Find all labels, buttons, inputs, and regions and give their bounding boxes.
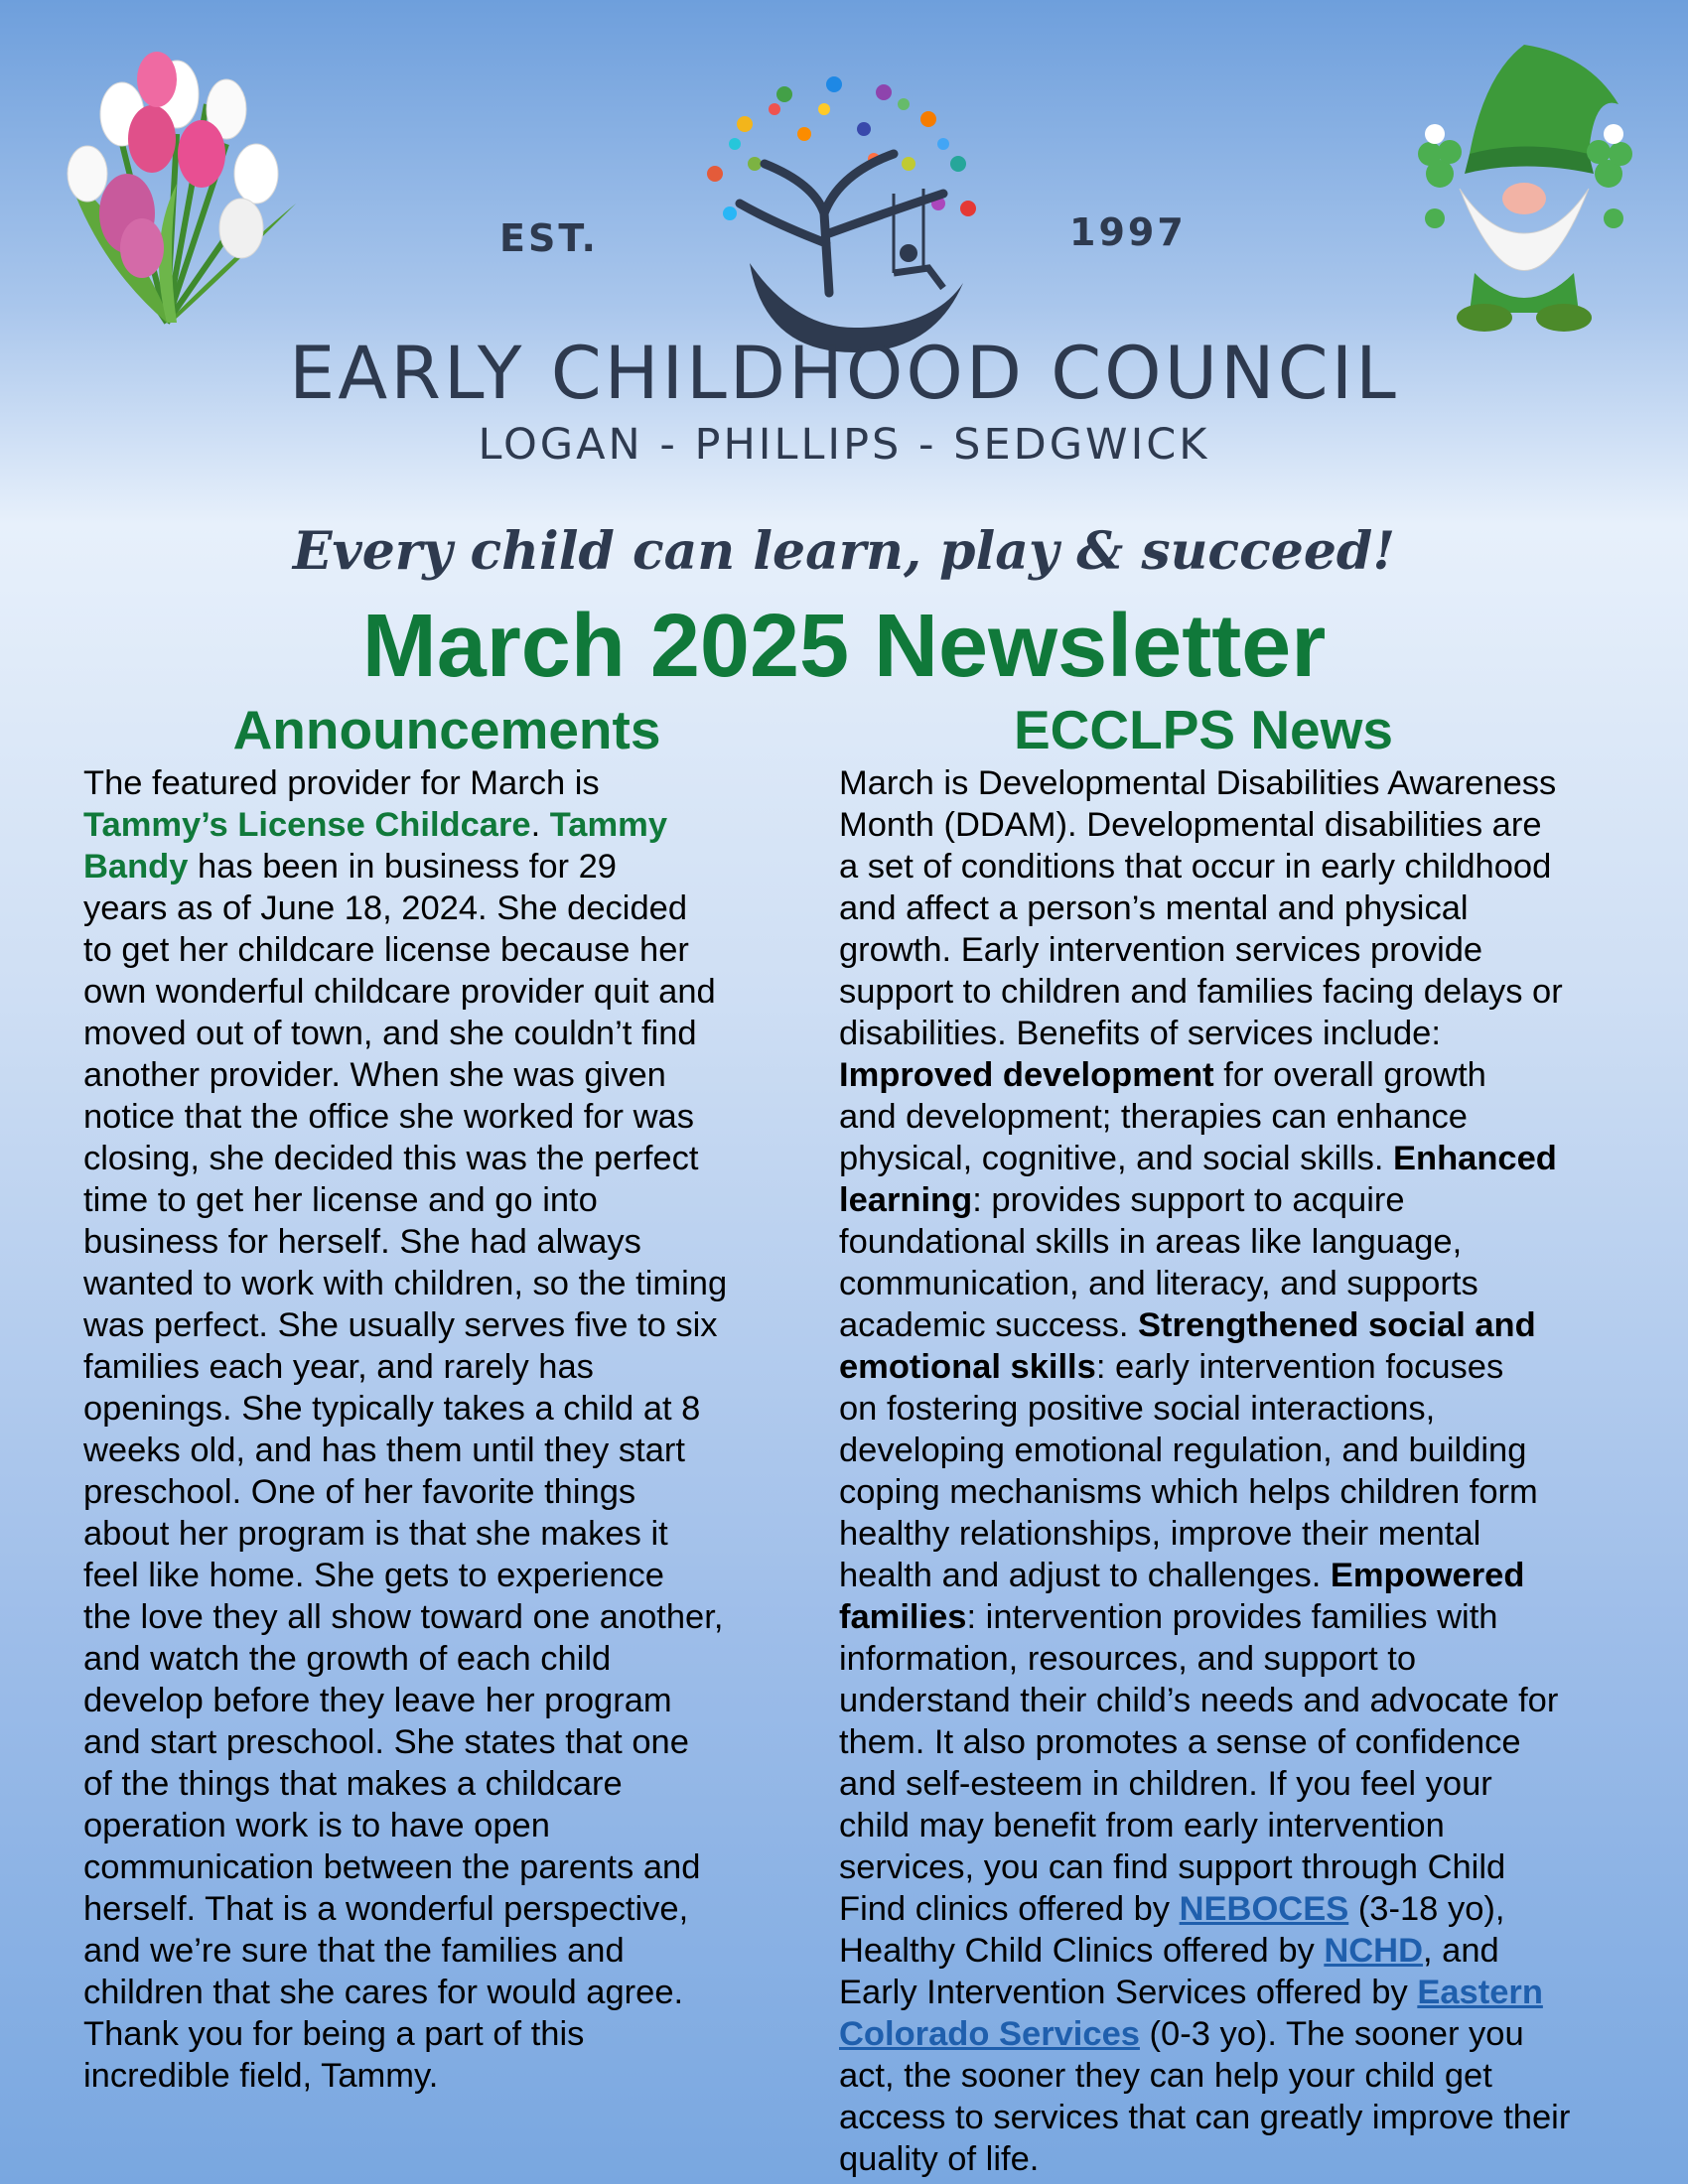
- text-line: incredible field, Tammy.: [83, 2057, 439, 2095]
- text-line: Bandy has been in business for 29: [83, 848, 617, 886]
- announcements-body: [83, 762, 818, 2097]
- text-line: Tammy’s License Childcare. Tammy: [83, 806, 668, 844]
- text-line: was perfect. She usually serves five to six: [83, 1306, 718, 1344]
- text-line: Early Intervention Services offered by Eastern: [839, 1974, 1543, 2011]
- text-line: to get her childcare license because her: [83, 931, 689, 969]
- text-line: The featured provider for March is: [83, 764, 600, 802]
- tulip-bouquet-icon: [28, 25, 326, 342]
- text-line: years as of June 18, 2024. She decided: [83, 889, 688, 927]
- text-line: Healthy Child Clinics offered by NCHD, and: [839, 1932, 1499, 1970]
- text-line: academic success. Strengthened social and: [839, 1306, 1536, 1344]
- text-line: act, the sooner they can help your child get: [839, 2057, 1492, 2095]
- text-line: Month (DDAM). Developmental disabilities are: [839, 806, 1542, 844]
- text-line: closing, she decided this was the perfect: [83, 1140, 699, 1177]
- text-line: moved out of town, and she couldn’t find: [83, 1015, 697, 1052]
- eastern-colorado-services-link[interactable]: Eastern: [1417, 1974, 1543, 2011]
- text-line: Improved development for overall growth: [839, 1056, 1486, 1094]
- benefit-term: Improved development: [839, 1056, 1214, 1094]
- established-label: EST.: [499, 216, 599, 260]
- text-line: child may benefit from early intervention: [839, 1807, 1445, 1844]
- county-list: LOGAN - PHILLIPS - SEDGWICK: [478, 420, 1210, 470]
- text-line: about her program is that she makes it: [83, 1515, 668, 1553]
- tree-swing-logo-icon: [655, 65, 1033, 362]
- text-line: March is Developmental Disabilities Awareness: [839, 764, 1557, 802]
- benefit-term: Strengthened social and: [1138, 1306, 1536, 1344]
- text-line: Find clinics offered by NEBOCES (3-18 yo),: [839, 1890, 1505, 1928]
- text-line: the love they all show toward one another,: [83, 1598, 724, 1636]
- text-line: communication between the parents and: [83, 1848, 701, 1886]
- text-line: operation work is to have open: [83, 1807, 550, 1844]
- text-line: information, resources, and support to: [839, 1640, 1417, 1678]
- benefit-term: Enhanced: [1393, 1140, 1557, 1177]
- newsletter-title: March 2025 Newsletter: [361, 597, 1327, 696]
- neboces-link[interactable]: NEBOCES: [1179, 1890, 1349, 1928]
- text-line: coping mechanisms which helps children form: [839, 1473, 1538, 1511]
- text-line: access to services that can greatly improve their: [839, 2099, 1571, 2136]
- provider-first-name: Tammy: [549, 806, 668, 844]
- text-line: developing emotional regulation, and building: [839, 1432, 1527, 1469]
- text-line: develop before they leave her program: [83, 1682, 672, 1719]
- tagline: Every child can learn, play & succeed!: [292, 521, 1396, 582]
- text-line: and watch the growth of each child: [83, 1640, 612, 1678]
- ecclps-news-body: [839, 762, 1663, 2180]
- established-year: 1997: [1069, 210, 1187, 254]
- text-line: support to children and families facing delays or: [839, 973, 1563, 1011]
- text-line: business for herself. She had always: [83, 1223, 641, 1261]
- text-line: and we’re sure that the families and: [83, 1932, 625, 1970]
- ecclps-news-heading: ECCLPS News: [1013, 699, 1394, 760]
- text-line: foundational skills in areas like language,: [839, 1223, 1463, 1261]
- text-line: them. It also promotes a sense of confidence: [839, 1723, 1521, 1761]
- benefit-term: families: [839, 1598, 967, 1636]
- text-line: families each year, and rarely has: [83, 1348, 594, 1386]
- text-line: time to get her license and go into: [83, 1181, 598, 1219]
- text-line: communication, and literacy, and supports: [839, 1265, 1478, 1302]
- benefit-term: emotional skills: [839, 1348, 1096, 1386]
- text-line: physical, cognitive, and social skills. Enhanced: [839, 1140, 1557, 1177]
- text-line: weeks old, and has them until they start: [83, 1432, 685, 1469]
- text-line: another provider. When she was given: [83, 1056, 666, 1094]
- text-line: emotional skills: early intervention focuses: [839, 1348, 1504, 1386]
- text-line: and self-esteem in children. If you feel your: [839, 1765, 1492, 1803]
- text-line: and start preschool. She states that one: [83, 1723, 689, 1761]
- provider-name: Tammy’s License Childcare: [83, 806, 531, 844]
- text-line: preschool. One of her favorite things: [83, 1473, 636, 1511]
- nchd-link[interactable]: NCHD: [1324, 1932, 1424, 1970]
- eastern-colorado-services-link[interactable]: Colorado Services: [839, 2015, 1140, 2053]
- text-line: and development; therapies can enhance: [839, 1098, 1468, 1136]
- text-line: feel like home. She gets to experience: [83, 1557, 664, 1594]
- text-line: and affect a person’s mental and physical: [839, 889, 1469, 927]
- text-line: children that she cares for would agree.: [83, 1974, 684, 2011]
- text-line: health and adjust to challenges. Empowered: [839, 1557, 1525, 1594]
- text-line: understand their child’s needs and advocate for: [839, 1682, 1559, 1719]
- text-line: wanted to work with children, so the timing: [83, 1265, 728, 1302]
- text-line: services, you can find support through Child: [839, 1848, 1506, 1886]
- text-line: quality of life.: [839, 2140, 1040, 2178]
- text-line: healthy relationships, improve their mental: [839, 1515, 1481, 1553]
- announcements-heading: Announcements: [232, 699, 661, 760]
- text-line: own wonderful childcare provider quit and: [83, 973, 716, 1011]
- text-line: of the things that makes a childcare: [83, 1765, 623, 1803]
- text-line: herself. That is a wonderful perspective,: [83, 1890, 689, 1928]
- provider-last-name: Bandy: [83, 848, 189, 886]
- shamrock-gnome-icon: [1390, 35, 1658, 333]
- benefit-term: Empowered: [1330, 1557, 1525, 1594]
- organization-name: EARLY CHILDHOOD COUNCIL: [289, 332, 1399, 416]
- text-line: families: intervention provides families with: [839, 1598, 1498, 1636]
- text-line: a set of conditions that occur in early childhood: [839, 848, 1552, 886]
- text-line: Thank you for being a part of this: [83, 2015, 585, 2053]
- text-line: growth. Early intervention services provide: [839, 931, 1483, 969]
- text-line: notice that the office she worked for was: [83, 1098, 694, 1136]
- text-line: on fostering positive social interactions,: [839, 1390, 1436, 1428]
- benefit-term: learning: [839, 1181, 973, 1219]
- text-line: openings. She typically takes a child at 8: [83, 1390, 701, 1428]
- text-line: Colorado Services (0-3 yo). The sooner you: [839, 2015, 1524, 2053]
- text-line: disabilities. Benefits of services include:: [839, 1015, 1441, 1052]
- text-line: learning: provides support to acquire: [839, 1181, 1405, 1219]
